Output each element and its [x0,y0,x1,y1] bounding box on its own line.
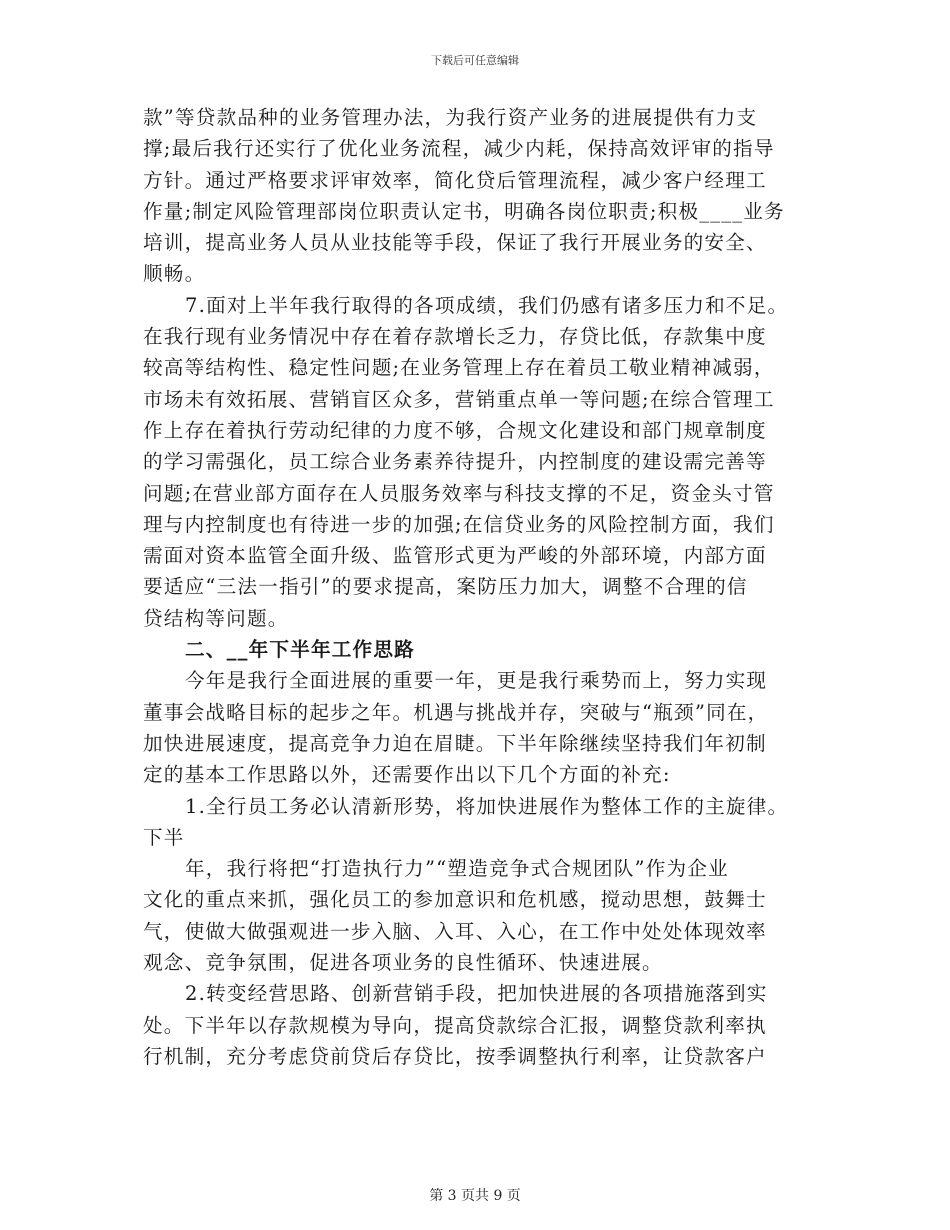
text-line: 款”等贷款品种的业务管理办法，为我行资产业务的进展提供有力支 [143,106,758,129]
text-line: 问题;在营业部方面存在人员服务效率与科技支撑的不足，资金头寸管 [143,481,775,505]
text-line: 的学习需强化，员工综合业务素养待提升，内控制度的建设需完善等 [143,450,767,474]
text-line: 顺畅。 [143,262,206,286]
text-line: 定的基本工作思路以外，还需要作出以下几个方面的补充: [143,763,671,787]
paragraph-start: 今年是我行全面进展的重要一年，更是我行乘势而上，努力实现 [185,669,768,693]
text-line: 较高等结构性、稳定性问题;在业务管理上存在着员工敬业精神减弱， [143,356,775,380]
paragraph-start: 年，我行将把“打造执行力”“塑造竞争式合规团队”作为企业 [185,857,729,881]
text-line: 气，使做大做强观进一步入脑、入耳、入心，在工作中处处体现效率 [143,919,767,943]
page-header: 下载后可任意编辑 [431,54,519,67]
text-line: 加快进展速度，提高竞争力迫在眉睫。下半年除继续坚持我们年初制 [143,731,767,755]
text-line: 理与内控制度也有待进一步的加强;在信贷业务的风险控制方面，我们 [143,512,775,536]
text-line: 撑;最后我行还实行了优化业务流程，减少内耗，保持高效评审的指导 [143,137,775,161]
page-number: 第 3 页共 9 页 [429,1188,521,1204]
text-line: 观念、竞争氛围，促进各项业务的良性循环、快速进展。 [143,951,663,975]
text-line: 行机制，充分考虑贷前贷后存贷比，按季调整执行利率，让贷款客户 [143,1044,767,1068]
text-line: 处。下半年以存款规模为导向，提高贷款综合汇报，调整贷款利率执 [143,1013,767,1037]
text-line: 方针。通过严格要求评审效率，简化贷后管理流程，减少客户经理工 [143,168,767,192]
text-line: 贷结构等问题。 [143,606,289,630]
text-line: 董事会战略目标的起步之年。机遇与挑战并存，突破与“瓶颈”同在， [143,700,769,724]
text-line: 下半 [143,825,185,849]
text-line: 在我行现有业务情况中存在着存款增长乏力，存贷比低，存款集中度 [143,325,767,349]
text-line: 作上存在着执行劳动纪律的力度不够，合规文化建设和部门规章制度 [143,418,767,442]
section-heading: 二、__年下半年工作思路 [185,638,415,662]
paragraph-start: 2.转变经营思路、创新营销手段，把加快进展的各项措施落到实 [185,982,768,1006]
text-line: 培训，提高业务人员从业技能等手段，保证了我行开展业务的安全、 [143,231,767,255]
document-body [143,102,813,1072]
text-line: 要适应“三法一指引”的要求提高，案防压力加大，调整不合理的信 [143,575,748,599]
text-line: 市场未有效拓展、营销盲区众多，营销重点单一等问题;在综合管理工 [143,387,775,411]
text-line: 文化的重点来抓，强化员工的参加意识和危机感，搅动思想，鼓舞士 [143,888,767,912]
paragraph-start: 1.全行员工务必认清新形势，将加快进展作为整体工作的主旋律。 [185,794,789,818]
paragraph-start: 7.面对上半年我行取得的各项成绩，我们仍感有诸多压力和不足。 [185,293,789,317]
text-line: 作量;制定风险管理部岗位职责认定书，明确各岗位职责;积极____业务 [143,199,785,223]
text-line: 需面对资本监管全面升级、监管形式更为严峻的外部环境，内部方面 [143,544,767,568]
